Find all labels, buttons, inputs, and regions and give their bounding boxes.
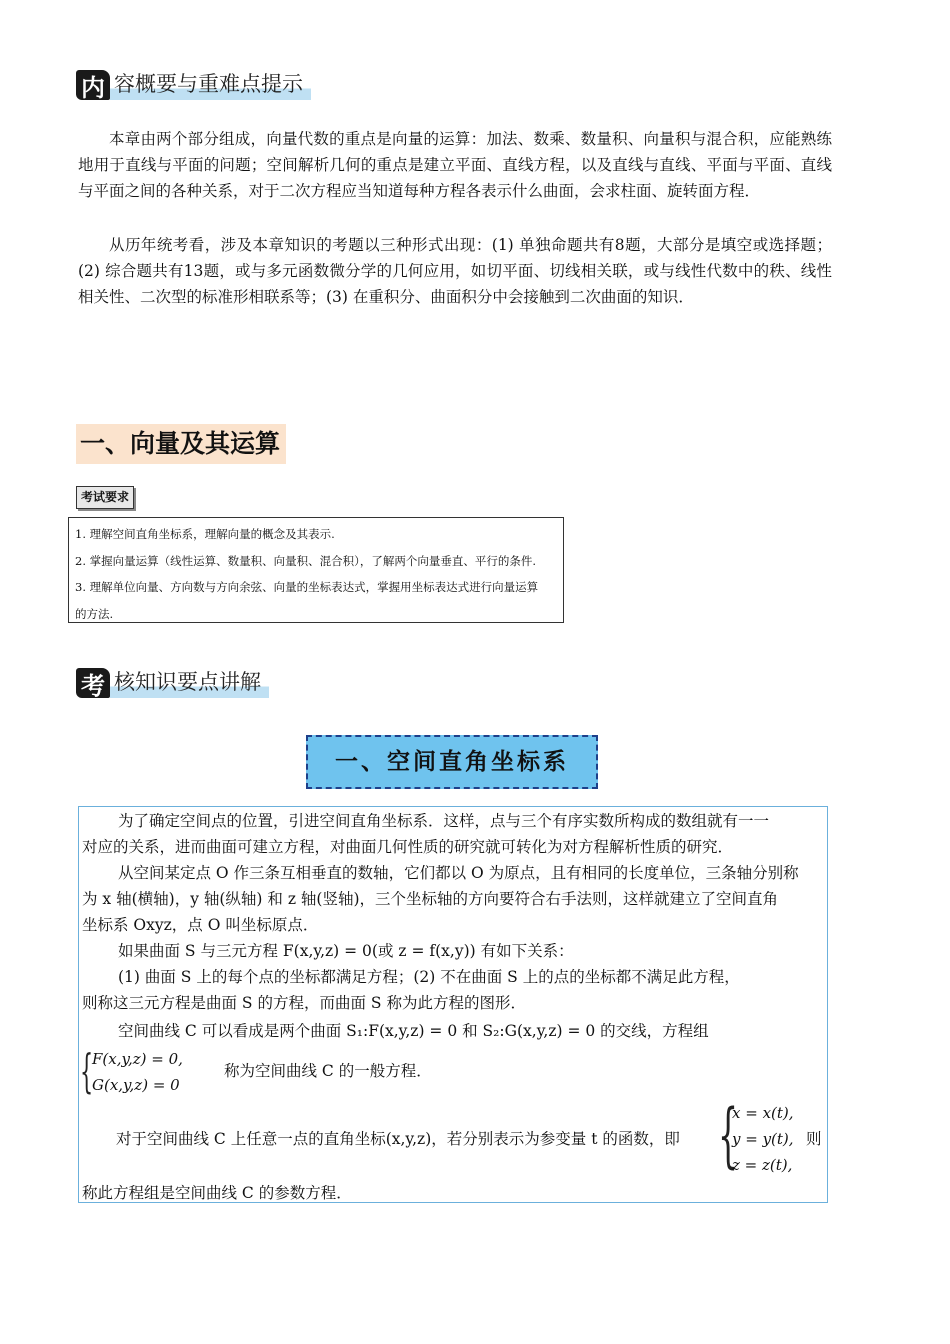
param-eq-line: z = z(t), [732, 1156, 793, 1174]
requirement-item: 的方法. [75, 606, 114, 621]
param-eq-line: y = y(t), [732, 1130, 794, 1148]
content-line: 坐标系 Oxyz，点 O 叫坐标原点． [82, 916, 319, 934]
content-line: 为了确定空间点的位置，引进空间直角坐标系．这样，点与三个有序实数所构成的数组就有一一 [118, 812, 770, 830]
intro-paragraph-2: 从历年统考看，涉及本章知识的考题以三种形式出现：(1) 单独命题共有8题，大部分是填空或选择题；(2) 综合题共有13题，或与多元函数微分学的几何应用，如切平面、切线相关联，或与线性代数中的秩、线性相关性、二次型的标准形相联系等；(3) 在重积分、曲面积分中会接触到二次曲面的知识． [78, 236, 833, 306]
general-eq-note: 称为空间曲线 C 的一般方程． [224, 1062, 432, 1080]
general-eq-line: F(x,y,z) = 0, [92, 1050, 183, 1068]
section-title: 一、空间直角坐标系 [306, 735, 598, 789]
content-line: 空间曲线 C 可以看成是两个曲面 S₁:F(x,y,z) = 0 和 S₂:G(x,y,z) = 0 的交线，方程组 [118, 1022, 709, 1040]
knowledge-heading [76, 666, 269, 698]
content-line: 为 x 轴(横轴)，y 轴(纵轴) 和 z 轴(竖轴)，三个坐标轴的方向要符合右手法则，这样就建立了空间直角 [82, 890, 779, 908]
general-eq-line: G(x,y,z) = 0 [92, 1076, 180, 1094]
knowledge-heading-text: 核知识要点讲解 [110, 668, 269, 698]
requirement-item: 2. 掌握向量运算（线性运算、数量积、向量积、混合积），了解两个向量垂直、平行的条件. [75, 553, 537, 568]
intro-heading [76, 68, 311, 100]
intro-heading-text: 容概要与重难点提示 [110, 70, 311, 100]
param-eq-line: x = x(t), [732, 1104, 794, 1122]
requirement-item: 1. 理解空间直角坐标系，理解向量的概念及其表示. [75, 527, 335, 541]
content-line: 如果曲面 S 与三元方程 F(x,y,z) = 0(或 z = f(x,y)) 有如下关系： [118, 942, 574, 960]
intro-paragraph-1: 本章由两个部分组成，向量代数的重点是向量的运算：加法、数乘、数量积、向量积与混合积，应能熟练地用于直线与平面的问题；空间解析几何的重点是建立平面、直线方程，以及直线与直线、平面与平面、直线与平面之间的各种关系，对于二次方程应当知道每种方程各表示什么曲面，会求柱面、旋转面方程． [78, 130, 832, 200]
content-line: 则称这三元方程是曲面 S 的方程，而曲面 S 称为此方程的图形． [82, 994, 526, 1012]
content-line: 从空间某定点 O 作三条互相垂直的数轴，它们都以 O 为原点，且有相同的长度单位，三条轴分别称 [118, 864, 799, 882]
left-brace: { [80, 1044, 94, 1098]
requirements-box [68, 517, 564, 623]
knowledge-icon-char: 考 [76, 668, 110, 698]
chapter-title: 一、向量及其运算 [76, 424, 286, 464]
exam-requirements-tag: 考试要求 [76, 486, 134, 509]
requirement-item: 3. 理解单位向量、方向数与方向余弦、向量的坐标表达式，掌握用坐标表达式进行向量运算 [75, 580, 539, 594]
param-lead: 对于空间曲线 C 上任意一点的直角坐标(x,y,z)，若分别表示为参变量 t 的函数，即 [116, 1130, 680, 1148]
param-end: 称此方程组是空间曲线 C 的参数方程． [82, 1184, 352, 1202]
intro-icon-char: 内 [76, 70, 110, 100]
param-tail: 则 [806, 1130, 822, 1148]
right-brace: { [718, 1094, 739, 1176]
content-line: (1) 曲面 S 上的每个点的坐标都满足方程；(2) 不在曲面 S 上的点的坐标都不满足此方程， [118, 968, 740, 986]
content-line: 对应的关系，进而曲面可建立方程，对曲面几何性质的研究就可转化为对方程解析性质的研究． [82, 838, 734, 856]
